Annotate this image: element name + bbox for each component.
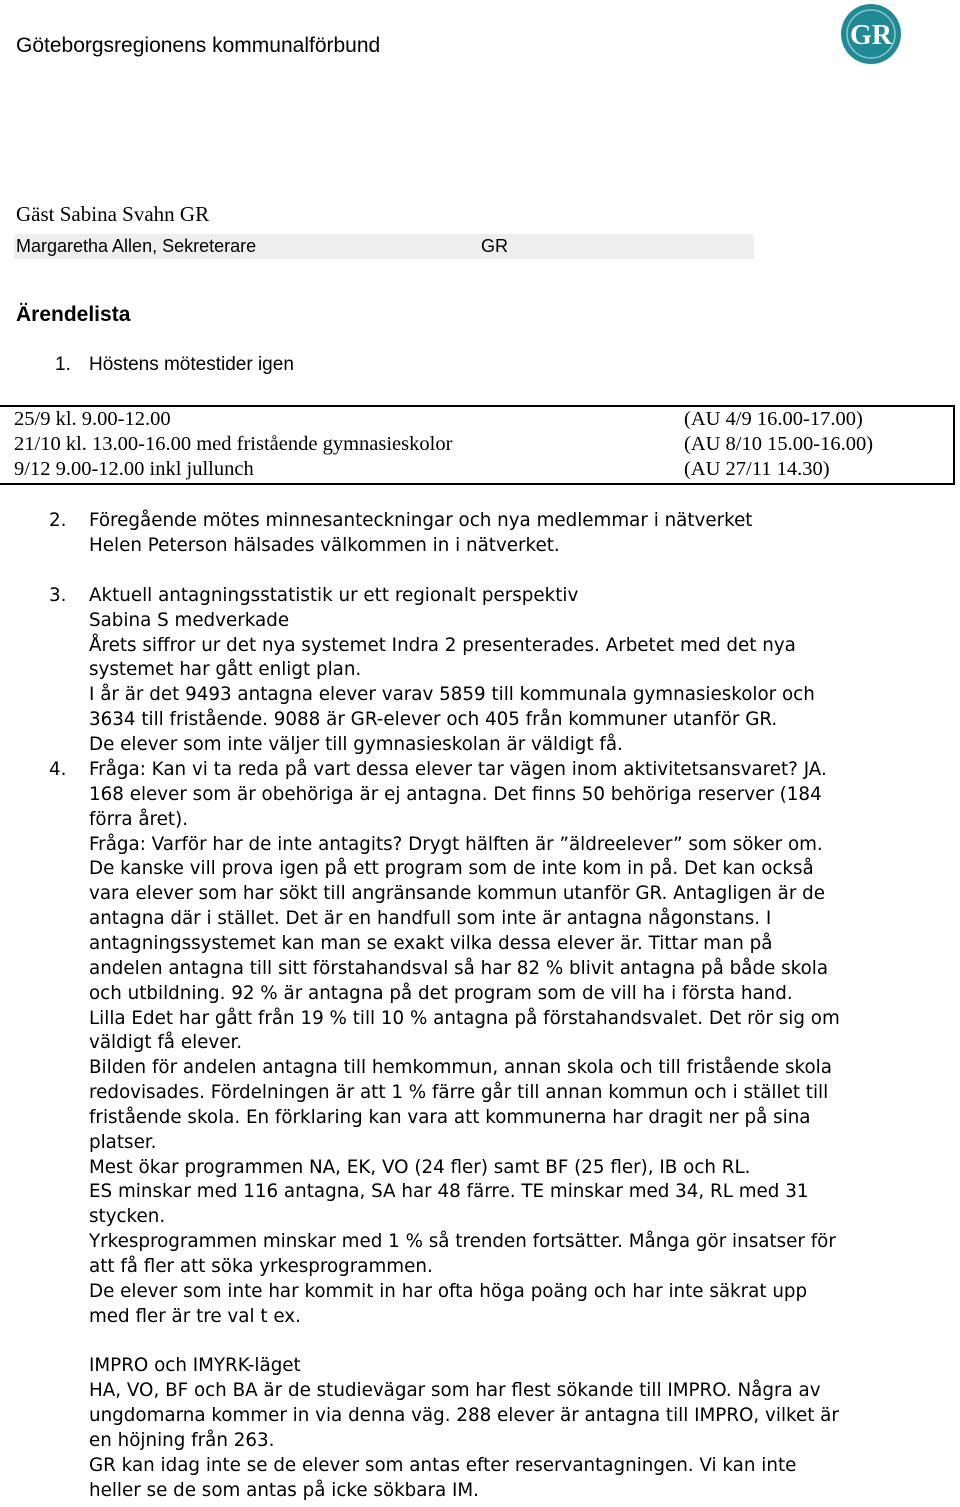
paragraph-line: GR kan idag inte se de elever som antas efter reservantagningen. Vi kan inte: [89, 1454, 797, 1476]
paragraph-line: redovisades. Fördelningen är att 1 % färre går till annan kommun och i stället till: [89, 1082, 829, 1104]
paragraph-line: antagna där i stället. Det är en handfull som inte är antagna någonstans. I: [89, 908, 772, 930]
guest-line: Gäst Sabina Svahn GR: [16, 202, 210, 226]
paragraph-line: vara elever som har sökt till angränsande kommun utanför GR. Antagligen är de: [89, 883, 826, 905]
meeting-dates-box: [0, 405, 955, 485]
date-left: 9/12 9.00-12.00 inkl jullunch: [14, 458, 254, 480]
paragraph-line: 3634 till fristående. 9088 är GR-elever och 405 från kommuner utanför GR.: [89, 709, 778, 730]
paragraph-line: Sabina S medverkade: [89, 609, 290, 631]
paragraph-line: Helen Peterson hälsades välkommen in i nätverket.: [89, 535, 560, 556]
paragraph-line: Årets siffror ur det nya systemet Indra 2 presenterades. Arbetet med det nya: [89, 634, 796, 656]
item-number: 1.: [55, 354, 71, 375]
paragraph-line: ES minskar med 116 antagna, SA har 48 färre. TE minskar med 34, RL med 31: [89, 1181, 809, 1203]
item-number: 3.: [49, 585, 67, 606]
paragraph-line: De elever som inte har kommit in har ofta höga poäng och har inte säkrat upp: [89, 1280, 808, 1302]
paragraph-line: De kanske vill prova igen på ett program som de inte kom in på. Det kan också: [89, 858, 814, 880]
paragraph-line: med fler är tre val t ex.: [89, 1305, 301, 1327]
paragraph-line: Aktuell antagningsstatistik ur ett regionalt perspektiv: [89, 585, 579, 606]
item-number: 4.: [49, 759, 67, 780]
paragraph-line: Yrkesprogrammen minskar med 1 % så trenden fortsätter. Många gör insatser för: [89, 1231, 836, 1253]
paragraph-line: systemet har gått enligt plan.: [89, 659, 362, 681]
date-right: (AU 4/9 16.00-17.00): [684, 408, 863, 430]
date-right: (AU 8/10 15.00-16.00): [684, 433, 874, 455]
gr-logo: [838, 2, 904, 66]
paragraph-line: De elever som inte väljer till gymnasieskolan är väldigt få.: [89, 733, 623, 755]
item-number: 2.: [49, 510, 67, 531]
paragraph-line: Bilden för andelen antagna till hemkommun, annan skola och till fristående skola: [89, 1057, 832, 1079]
paragraph-line: platser.: [89, 1131, 157, 1153]
paragraph-line: Lilla Edet har gått från 19 % till 10 % antagna på förstahandsvalet. Det rör sig om: [89, 1007, 840, 1029]
paragraph-line: IMPRO och IMYRK-läget: [89, 1355, 301, 1377]
paragraph-line: Mest ökar programmen NA, EK, VO (24 fler) samt BF (25 fler), IB och RL.: [89, 1156, 751, 1178]
paragraph-line: antagningssystemet kan man se exakt vilka dessa elever är. Tittar man på: [89, 932, 773, 954]
paragraph-line: HA, VO, BF och BA är de studievägar som har flest sökande till IMPRO. Några av: [89, 1380, 821, 1402]
secretary-org: GR: [481, 236, 508, 256]
paragraph-line: och utbildning. 92 % är antagna på det program som de vill ha i första hand.: [89, 982, 793, 1004]
paragraph-line: att få fler att söka yrkesprogrammen.: [89, 1256, 433, 1277]
paragraph-line: fristående skola. En förklaring kan vara att kommunerna har dragit ner på sina: [89, 1106, 811, 1128]
date-left: 21/10 kl. 13.00-16.00 med fristående gymnasieskolor: [14, 433, 453, 455]
paragraph-line: andelen antagna till sitt förstahandsval så har 82 % blivit antagna på både skola: [89, 957, 829, 979]
agenda-heading: Ärendelista: [16, 303, 131, 326]
paragraph-line: 168 elever som är obehöriga är ej antagna. Det finns 50 behöriga reserver (184: [89, 783, 822, 805]
paragraph-line: väldigt få elever.: [89, 1032, 243, 1054]
paragraph-line: heller se de som antas på icke sökbara IM.: [89, 1479, 479, 1501]
paragraph-line: stycken.: [89, 1206, 166, 1228]
paragraph-line: I år är det 9493 antagna elever varav 5859 till kommunala gymnasieskolor och: [89, 684, 815, 706]
agenda-item-1: [55, 354, 294, 376]
secretary-name: Margaretha Allen, Sekreterare: [16, 236, 257, 256]
paragraph-line: förra året).: [89, 808, 189, 830]
paragraph-line: Fråga: Kan vi ta reda på vart dessa elever tar vägen inom aktivitetsansvaret? JA.: [89, 759, 827, 780]
item-title: Höstens mötestider igen: [89, 354, 294, 375]
date-right: (AU 27/11 14.30): [684, 458, 830, 480]
logo-text: GR: [850, 20, 892, 51]
organization-name: Göteborgsregionens kommunalförbund: [16, 34, 381, 57]
paragraph-line: Fråga: Varför har de inte antagits? Drygt hälften är ”äldreelever” som söker om.: [89, 833, 823, 855]
paragraph-line: Föregående mötes minnesanteckningar och nya medlemmar i nätverket: [89, 510, 753, 531]
paragraph-line: en höjning från 263.: [89, 1429, 275, 1451]
date-left: 25/9 kl. 9.00-12.00: [14, 408, 171, 430]
paragraph-line: ungdomarna kommer in via denna väg. 288 elever är antagna till IMPRO, vilket är: [89, 1405, 839, 1427]
